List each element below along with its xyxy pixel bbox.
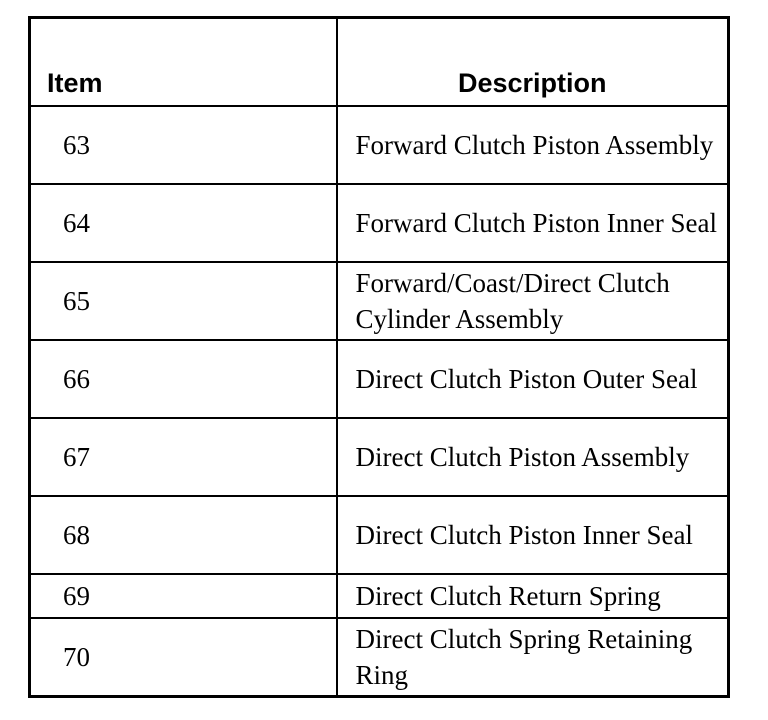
table-row <box>30 618 729 697</box>
item-number: 63 <box>30 106 337 184</box>
item-description: Direct Clutch Return Spring <box>337 574 729 618</box>
item-description: Forward Clutch Piston Assembly <box>337 106 729 184</box>
table-row <box>30 418 729 496</box>
item-description: Forward Clutch Piston Inner Seal <box>337 184 729 262</box>
table-row <box>30 106 729 184</box>
table-row <box>30 340 729 418</box>
table-row <box>30 184 729 262</box>
item-description: Direct Clutch Piston Assembly <box>337 418 729 496</box>
item-number: 69 <box>30 574 337 618</box>
header-description: Description <box>337 18 729 107</box>
item-number: 70 <box>30 618 337 697</box>
item-description: Direct Clutch Piston Inner Seal <box>337 496 729 574</box>
table-row <box>30 262 729 340</box>
table-row <box>30 496 729 574</box>
parts-table <box>28 16 730 698</box>
item-number: 65 <box>30 262 337 340</box>
item-number: 64 <box>30 184 337 262</box>
header-item: Item <box>30 18 337 107</box>
item-number: 66 <box>30 340 337 418</box>
table-row <box>30 574 729 618</box>
item-number: 67 <box>30 418 337 496</box>
header-row <box>30 18 729 107</box>
item-description: Forward/Coast/Direct Clutch Cylinder Assembly <box>337 262 729 340</box>
item-description: Direct Clutch Spring Retaining Ring <box>337 618 729 697</box>
item-description: Direct Clutch Piston Outer Seal <box>337 340 729 418</box>
item-number: 68 <box>30 496 337 574</box>
